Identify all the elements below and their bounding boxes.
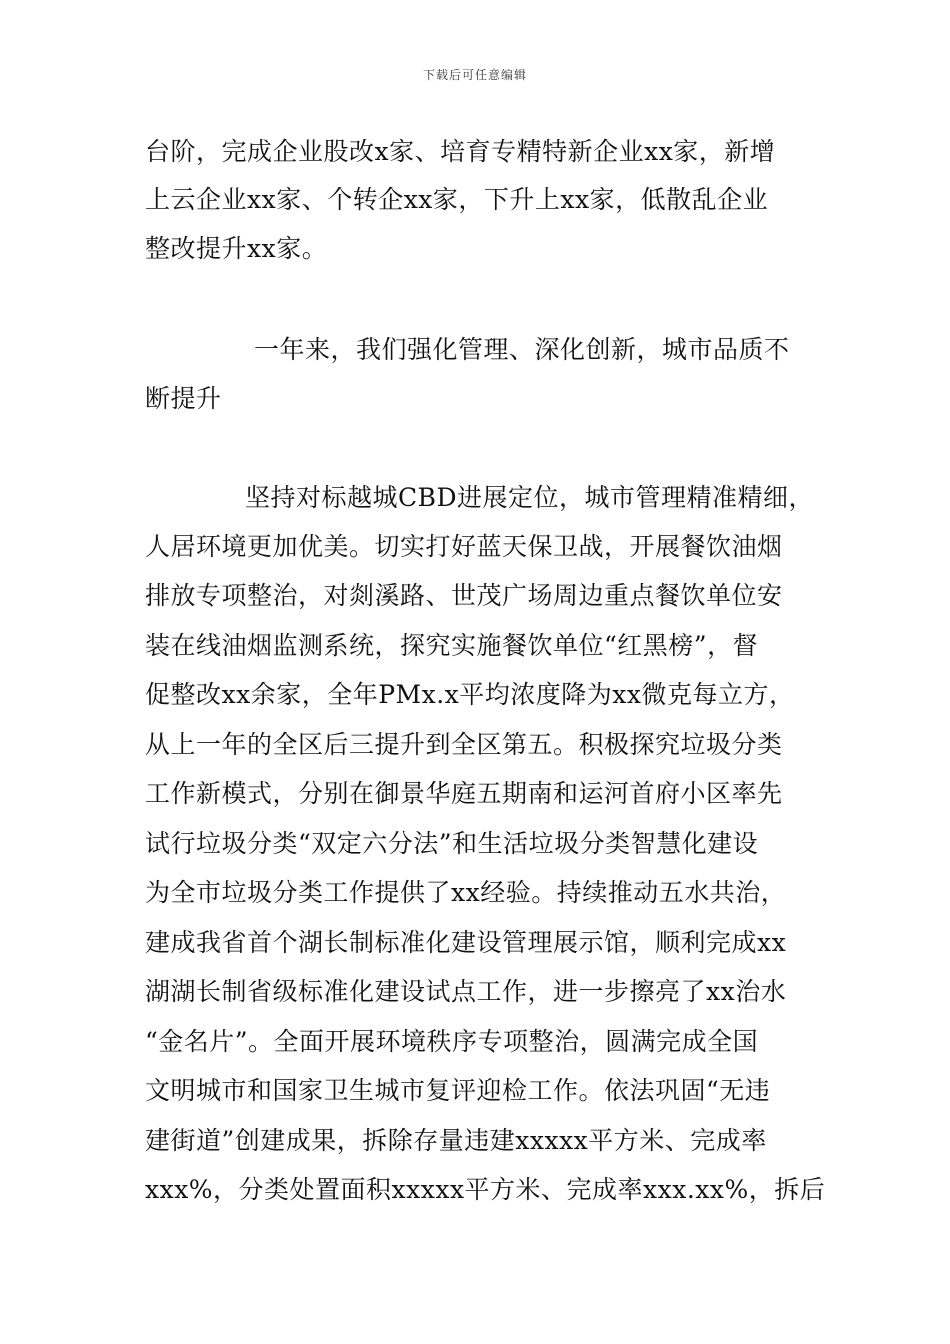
section-heading-line-2: 断提升 (145, 384, 222, 413)
section-heading-line-1: 一年来，我们强化管理、深化创新，城市品质不 (254, 335, 790, 364)
download-note: 下载后可任意编辑 (422, 68, 527, 82)
paragraph-3-line-3: 排放专项整治，对剡溪路、世茂广场周边重点餐饮单位安 (145, 581, 783, 610)
paragraph-3-line-1: 坚持对标越城CBD进展定位，城市管理精准精细， (245, 483, 815, 512)
paragraph-3-line-11: 湖湖长制省级标准化建设试点工作，进一步擦亮了xx治水 (145, 977, 787, 1006)
paragraph-3-line-12: “金名片”。全面开展环境秩序专项整治，圆满完成全国 (145, 1027, 759, 1056)
paragraph-3-line-14: 建街道”创建成果，拆除存量违建xxxxx平方米、完成率 (145, 1126, 767, 1155)
paragraph-1-line-3: 整改提升xx家。 (145, 234, 328, 263)
paragraph-3-line-2: 人居环境更加优美。切实打好蓝天保卫战，开展餐饮油烟 (145, 532, 783, 561)
paragraph-3-line-9: 为全市垃圾分类工作提供了xx经验。持续推动五水共治， (145, 878, 787, 907)
paragraph-3-line-10: 建成我省首个湖长制标准化建设管理展示馆，顺利完成xx (145, 928, 787, 957)
paragraph-3-line-5: 促整改xx余家，全年PMx.x平均浓度降为xx微克每立方， (145, 680, 795, 709)
paragraph-1-line-1: 台阶，完成企业股改x家、培育专精特新企业xx家，新增 (145, 137, 776, 166)
paragraph-3-line-8: 试行垃圾分类“双定六分法”和生活垃圾分类智慧化建设 (145, 829, 759, 858)
paragraph-3-line-7: 工作新模式，分别在御景华庭五期南和运河首府小区率先 (145, 779, 783, 808)
paragraph-3-line-15: xxx%，分类处置面积xxxxx平方米、完成率xxx.xx%，拆后 (145, 1175, 826, 1204)
paragraph-3-line-13: 文明城市和国家卫生城市复评迎检工作。依法巩固“无违 (145, 1076, 771, 1105)
paragraph-1-line-2: 上云企业xx家、个转企xx家，下升上xx家，低散乱企业 (145, 185, 769, 214)
paragraph-3-line-6: 从上一年的全区后三提升到全区第五。积极探究垃圾分类 (145, 730, 783, 759)
paragraph-3-line-4: 装在线油烟监测系统，探究实施餐饮单位“红黑榜”，督 (145, 631, 759, 660)
